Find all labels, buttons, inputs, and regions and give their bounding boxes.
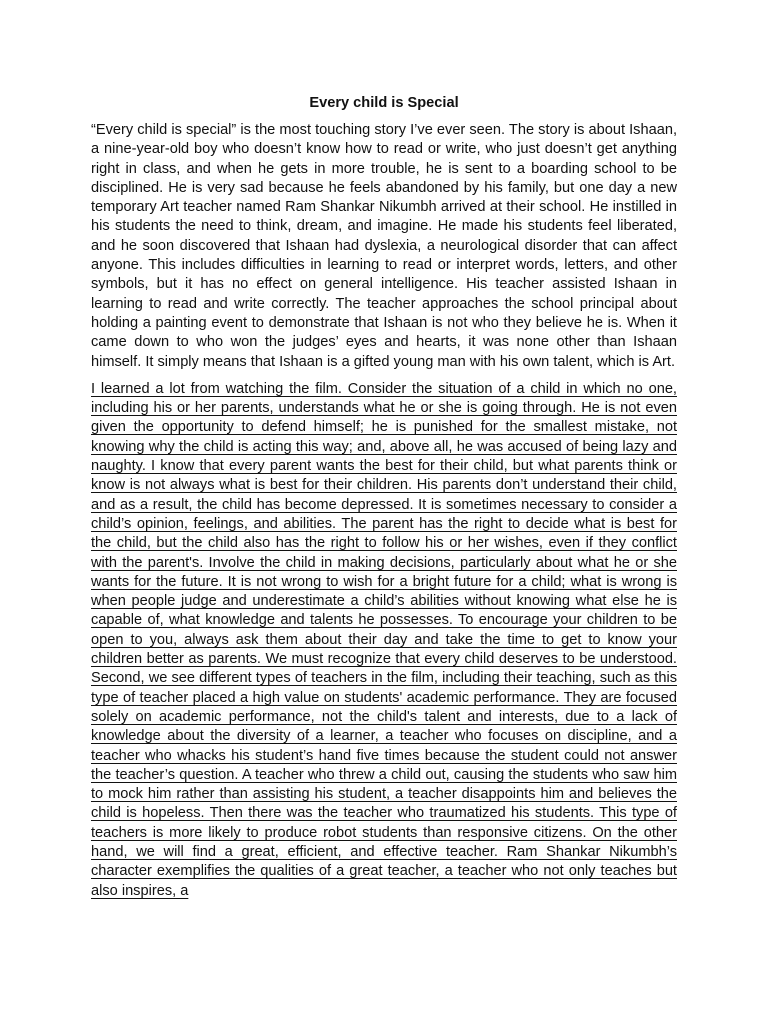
paragraph-1: “Every child is special” is the most touching story I’ve ever seen. The story is about Ishaan, a nine-year-old boy who doesn’t know how to read or write, who just doesn’t get anything right in class, and when he gets in more trouble, he is sent to a boarding school to be disciplined. He is very sad because he feels abandoned by his family, but one day a new temporary Art teacher named Ram Shankar Nikumbh arrived at their school. He instilled in his students the need to think, dream, and imagine. He made his students feel liberated, and he soon discovered that Ishaan had dyslexia, a neurological disorder that can affect anyone. This includes difficulties in learning to read or interpret words, letters, and other symbols, but it has no effect on general intelligence. His teacher assisted Ishaan in learning to read and write correctly. The teacher approaches the school principal about holding a painting event to demonstrate that Ishaan is not who they believe he is. When it came down to who won the judges’ eyes and hearts, it was none other than Ishaan himself. It simply means that Ishaan is a gifted young man with his own talent, which is Art.: [91, 122, 677, 370]
paragraph-2: I learned a lot from watching the film. Consider the situation of a child in which no one, including his or her parents, understands what he or she is going through. He is not even given the opportunity to defend himself; he is punished for the smallest mistake, not knowing why the child is acting this way; and, above all, he was accused of being lazy and naughty. I know that every parent wants the best for their child, but what parents think or know is not always what is best for their children. His parents don’t understand their child, and as a result, the child has become depressed. It is sometimes necessary to consider a child’s opinion, feelings, and abilities. The parent has the right to decide what is best for the child, but the child also has the right to follow his or her wishes, even if they conflict with the parent's. Involve the child in making decisions, particularly about what he or she wants for the future. It is not wrong to wish for a bright future for a child; what is wrong is when people judge and underestimate a child’s abilities without knowing what else he is capable of, what knowledge and talents he possesses. To encourage your children to be open to you, always ask them about their day and take the time to get to know your children better as parents. We must recognize that every child deserves to be understood. Second, we see different types of teachers in the film, including their teaching, such as this type of teacher placed a high value on students' academic performance. They are focused solely on academic performance, not the child's talent and interests, due to a lack of knowledge about the diversity of a learner, a teacher who focuses on discipline, and a teacher who whacks his student’s hand five times because the student could not answer the teacher’s question. A teacher who threw a child out, causing the students who saw him to mock him rather than assisting his student, a teacher disappoints him and believes the child is hopeless. Then there was the teacher who traumatized his students. This type of teachers is more likely to produce robot students than responsive citizens. On the other hand, we will find a great, efficient, and effective teacher. Ram Shankar Nikumbh’s character exemplifies the qualities of a great teacher, a teacher who not only teaches but also inspires, a: [91, 380, 677, 899]
document-page: [91, 94, 677, 953]
document-title: Every child is Special: [309, 95, 459, 111]
document-body: [91, 121, 677, 953]
